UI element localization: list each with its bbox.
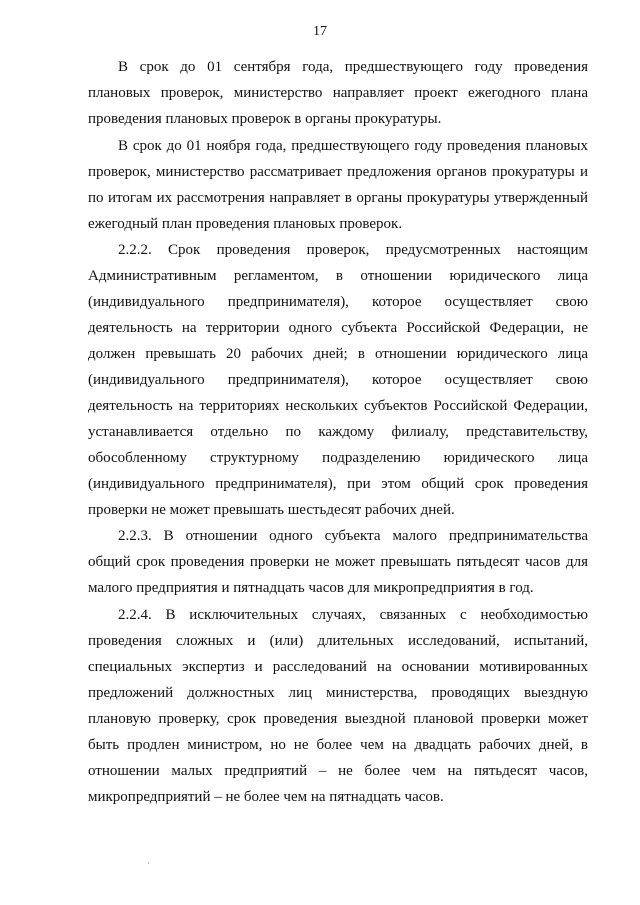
text-line: обособленному структурному подразделению юридического лица [88,450,588,466]
text-line: 2.2.3. В отношении одного субъекта малого предпринимательства [118,528,588,544]
text-line: быть продлен министром, но не более чем на двадцать рабочих дней, в [88,737,588,753]
page-number: 17 [313,24,327,39]
text-line: В срок до 01 ноября года, предшествующего году проведения плановых [118,138,588,154]
text-line: устанавливается отдельно по каждому филиалу, представительству, [88,424,588,440]
text-line: микропредприятий – не более чем на пятнадцать часов. [88,789,444,805]
text-line: по итогам их рассмотрения направляет в органы прокуратуры утвержденный [88,190,588,206]
text-line: 2.2.4. В исключительных случаях, связанных с необходимостью [118,607,588,623]
text-line: деятельность на территории одного субъекта Российской Федерации, не [88,320,588,336]
text-line: Административным регламентом, в отношении юридического лица [88,268,588,284]
text-line: ежегодный план проведения плановых проверок. [88,216,403,232]
text-line: проведения плановых проверок в органы прокуратуры. [88,111,442,127]
text-line: 2.2.2. Срок проведения проверок, предусмотренных настоящим [118,242,588,258]
text-line: должен превышать 20 рабочих дней; в отношении юридического лица [88,346,588,362]
text-line: специальных экспертиз и расследований на основании мотивированных [88,659,588,675]
text-line: деятельность на территориях нескольких субъектов Российской Федерации, [88,398,588,414]
text-line: (индивидуального предпринимателя), при этом общий срок проведения [88,476,588,492]
text-line: предложений должностных лиц министерства, проводящих выездную [88,685,588,701]
text-line: (индивидуального предпринимателя), которое осуществляет свою [88,372,588,388]
text-line: проведения сложных и (или) длительных исследований, испытаний, [88,633,588,649]
text-line: плановую проверку, срок проведения выездной плановой проверки может [88,711,588,727]
text-line: малого предприятия и пятнадцать часов для микропредприятия в год. [88,580,534,596]
text-line: (индивидуального предпринимателя), которое осуществляет свою [88,294,588,310]
text-line: проверки не может превышать шестьдесят рабочих дней. [88,502,455,518]
text-line: проверок, министерство рассматривает предложения органов прокуратуры и [88,164,588,180]
text-line: отношении малых предприятий – не более чем на пятьдесят часов, [88,763,588,779]
scan-speck [148,862,149,864]
text-line: общий срок проведения проверки не может превышать пятьдесят часов для [88,554,588,570]
text-line: плановых проверок, министерство направляет проект ежегодного плана [88,85,588,101]
text-line: В срок до 01 сентября года, предшествующего году проведения [118,59,588,75]
